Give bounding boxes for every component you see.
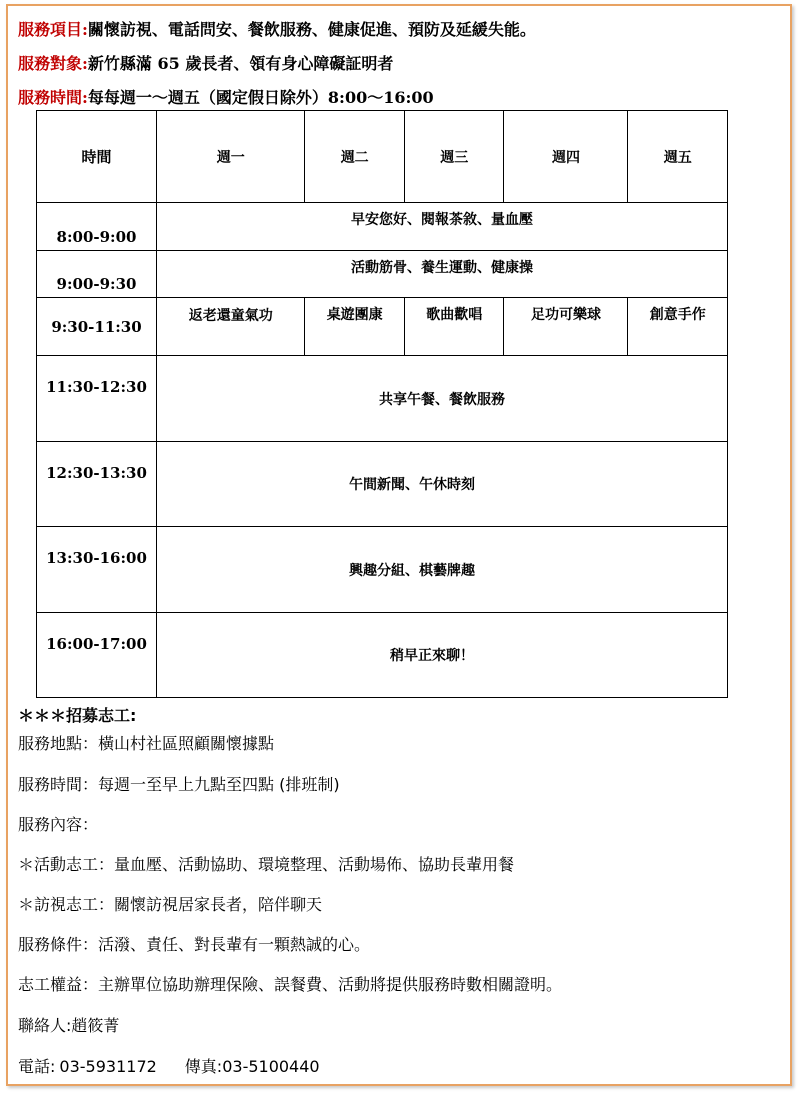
time-header: 時間	[81, 148, 112, 166]
volunteer-title: ＊＊＊招募志工:	[18, 706, 137, 725]
day-header-wed	[404, 111, 504, 203]
day-header-fri	[628, 111, 728, 203]
contact-numbers	[18, 1054, 320, 1077]
activity-cell-fri	[628, 298, 728, 356]
time-value: 9:00-9:30	[56, 275, 137, 293]
time-value: 11:30-12:30	[46, 378, 147, 396]
time-cell	[37, 527, 157, 613]
time-cell	[37, 356, 157, 442]
day-header-tue	[305, 111, 405, 203]
time-header-cell	[37, 111, 157, 203]
activity-text: 桌遊團康	[326, 307, 383, 323]
time-cell	[37, 298, 157, 356]
activity-cell	[157, 527, 728, 613]
day-header-mon	[157, 111, 305, 203]
activity-cell-mon	[157, 298, 305, 356]
schedule-row	[37, 442, 728, 527]
activity-text: 早安您好、閱報茶敘、量血壓	[351, 212, 533, 228]
activity-cell-thu	[504, 298, 628, 356]
volunteer-hours: 服務時間：每週一至早上九點至四點 (排班制)	[18, 775, 340, 794]
time-cell	[37, 442, 157, 527]
activity-text: 午間新聞、午休時刻	[349, 477, 475, 493]
service-time-label: 服務時間:	[18, 88, 88, 107]
schedule-row	[37, 203, 728, 251]
fax-label: 傳真:	[184, 1057, 223, 1076]
volunteer-content-label: 服務內容：	[18, 815, 99, 834]
volunteer-conditions: 服務條件：活潑、責任、對長輩有一顆熱誠的心。	[18, 935, 371, 954]
schedule-row	[37, 613, 728, 698]
service-time-value: 每每週一～週五（國定假日除外）8:00～16:00	[87, 88, 434, 107]
service-target-line	[18, 51, 393, 74]
time-value: 9:30-11:30	[51, 317, 142, 336]
service-target-value: 新竹縣滿 65 歲長者、領有身心障礙証明者	[87, 54, 394, 73]
activity-cell	[157, 251, 728, 298]
day-header-thu	[504, 111, 628, 203]
phone-number: 03-5931172	[59, 1057, 157, 1076]
activity-cell-wed	[404, 298, 504, 356]
schedule-header-row	[37, 111, 728, 203]
activity-text: 返老還童氣功	[188, 308, 273, 324]
activity-volunteer-duties: ＊活動志工：量血壓、活動協助、環境整理、活動場佈、協助長輩用餐	[18, 855, 515, 874]
activity-text: 共享午餐、餐飲服務	[379, 391, 505, 408]
service-target-label: 服務對象:	[18, 54, 88, 73]
activity-text: 歌曲歡唱	[426, 307, 483, 323]
activity-text: 稍早正來聊！	[390, 648, 474, 664]
service-items-line	[18, 17, 536, 40]
activity-text: 活動筋骨、養生運動、健康操	[351, 260, 533, 276]
time-value: 8:00-9:00	[56, 228, 137, 246]
schedule-row	[37, 298, 728, 356]
activity-cell	[157, 613, 728, 698]
time-value: 12:30-13:30	[46, 464, 147, 482]
service-time-line	[18, 85, 434, 108]
activity-cell	[157, 203, 728, 251]
volunteer-benefits: 志工權益：主辦單位協助辦理保險、誤餐費、活動將提供服務時數相關證明。	[18, 975, 563, 994]
time-cell	[37, 613, 157, 698]
schedule-row	[37, 356, 728, 442]
schedule-row	[37, 251, 728, 298]
time-cell	[37, 203, 157, 251]
day-label: 週二	[340, 149, 369, 166]
service-items-value: 關懷訪視、電話問安、餐飲服務、健康促進、預防及延緩失能。	[87, 20, 536, 39]
activity-text: 創意手作	[649, 307, 706, 323]
fax-number: 03-5100440	[222, 1057, 320, 1076]
schedule-table	[36, 110, 728, 698]
volunteer-location: 服務地點：橫山村社區照顧關懷據點	[18, 734, 275, 753]
activity-cell	[157, 442, 728, 527]
day-label: 週三	[440, 149, 469, 166]
day-label: 週五	[663, 149, 692, 166]
activity-cell	[157, 356, 728, 442]
time-value: 13:30-16:00	[46, 549, 147, 567]
activity-cell-tue	[305, 298, 405, 356]
time-value: 16:00-17:00	[46, 635, 147, 653]
visit-volunteer-duties: ＊訪視志工：關懷訪視居家長者，陪伴聊天	[18, 895, 323, 914]
service-items-label: 服務項目:	[18, 20, 88, 39]
day-label: 週四	[551, 149, 580, 166]
contact-person: 聯絡人:趙筱菁	[18, 1016, 120, 1035]
activity-text: 興趣分組、棋藝牌趣	[349, 562, 475, 579]
activity-text: 足功可樂球	[530, 307, 601, 323]
phone-label: 電話:	[18, 1057, 56, 1076]
schedule-row	[37, 527, 728, 613]
time-cell	[37, 251, 157, 298]
day-label: 週一	[216, 149, 245, 166]
